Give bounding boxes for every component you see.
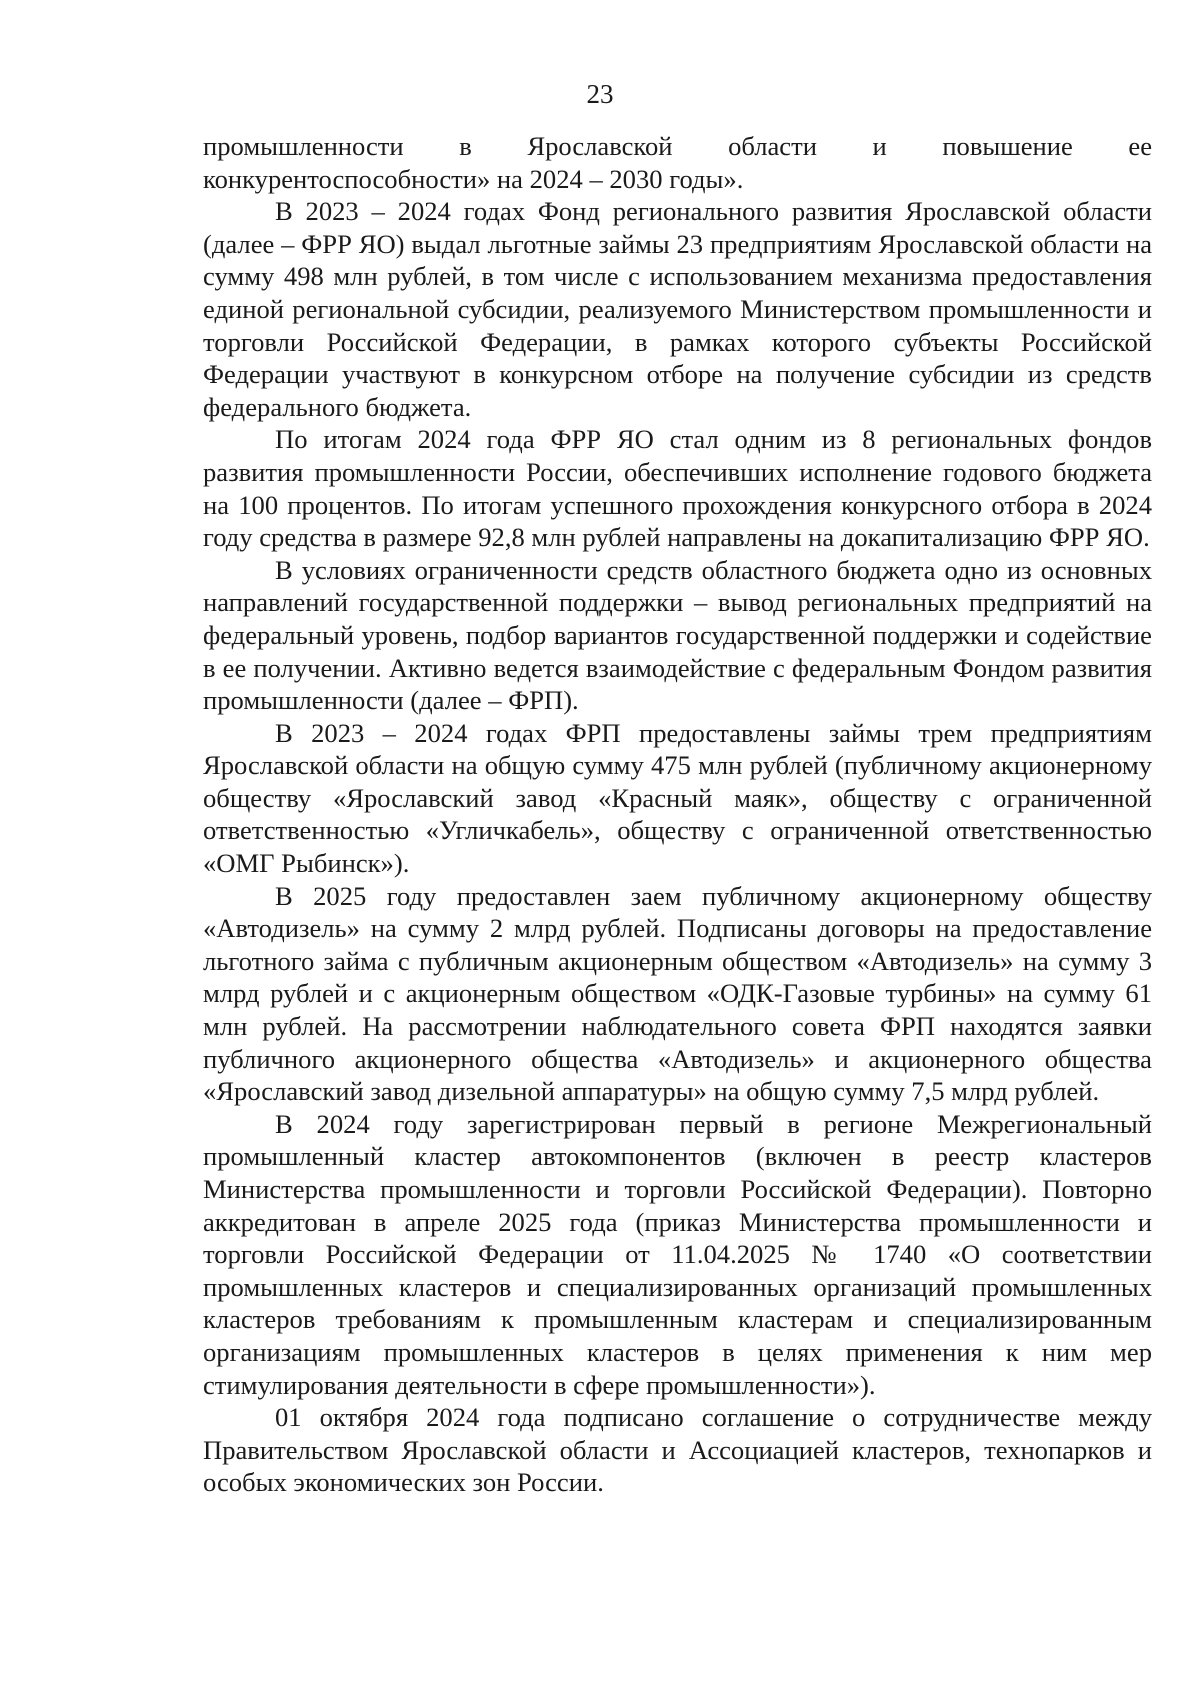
document-body: [203, 130, 1152, 1499]
paragraph-frr-results-2024: По итогам 2024 года ФРР ЯО стал одним из 8 региональных фондов развития промышленности России, обеспечивших исполнение годового бюджета на 100 процентов. По итогам успешного прохождения конкурсного отбора в 2024 году средства в размере 92,8 млн рублей направлены на докапитализацию ФРР ЯО.: [203, 424, 1152, 553]
paragraph-frp-loans-2025: В 2025 году предоставлен заем публичному акционерному обществу «Автодизель» на сумму 2 млрд рублей. Подписаны договоры на предоставление льготного займа с публичным акционерным обществом «Автодизель» на сумму 3 млрд рублей и с акционерным обществом «ОДК-Газовые турбины» на сумму 61 млн рублей. На рассмотрении наблюдательного совета ФРП находятся заявки публичного акционерного общества «Автодизель» и акционерного общества «Ярославский завод дизельной аппаратуры» на общую сумму 7,5 млрд рублей.: [203, 880, 1152, 1107]
paragraph-industrial-cluster: В 2024 году зарегистрирован первый в регионе Межрегиональный промышленный кластер автокомпонентов (включен в реестр кластеров Министерства промышленности и торговли Российской Федерации). Повторно аккредитован в апреле 2025 года (приказ Министерства промышленности и торговли Российской Федерации от 11.04.2025 № 1740 «О соответствии промышленных кластеров и специализированных организаций промышленных кластеров требованиям к промышленным кластерам и специализированным организациям промышленных кластеров в целях применения к ним мер стимулирования деятельности в сфере промышленности»).: [203, 1108, 1152, 1400]
paragraph-frr-loans: В 2023 – 2024 годах Фонд регионального развития Ярославской области (далее – ФРР ЯО) выдал льготные займы 23 предприятиям Ярославской области на сумму 498 млн рублей, в том числе с использованием механизма предоставления единой региональной субсидии, реализуемого Министерством промышленности и торговли Российской Федерации, в рамках которого субъекты Российской Федерации участвуют в конкурсном отборе на получение субсидии из средств федерального бюджета.: [203, 196, 1152, 422]
paragraph-continued: промышленности в Ярославской области и повышение ее конкурентоспособности» на 2024 – 2030 годы».: [203, 131, 1152, 194]
paragraph-cooperation-agreement: 01 октября 2024 года подписано соглашение о сотрудничестве между Правительством Ярославской области и Ассоциацией кластеров, технопарков и особых экономических зон России.: [203, 1402, 1152, 1498]
paragraph-state-support: В условиях ограниченности средств областного бюджета одно из основных направлений государственной поддержки – вывод региональных предприятий на федеральный уровень, подбор вариантов государственной поддержки и содействие в ее получении. Активно ведется взаимодействие с федеральным Фондом развития промышленности (далее – ФРП).: [203, 554, 1152, 716]
page-number: 23: [586, 79, 614, 109]
paragraph-frp-loans-2023-2024: В 2023 – 2024 годах ФРП предоставлены займы трем предприятиям Ярославской области на общую сумму 475 млн рублей (публичному акционерному обществу «Ярославский завод «Красный маяк», обществу с ограниченной ответственностью «Угличкабель», обществу с ограниченной ответственностью «ОМГ Рыбинск»).: [203, 717, 1152, 879]
